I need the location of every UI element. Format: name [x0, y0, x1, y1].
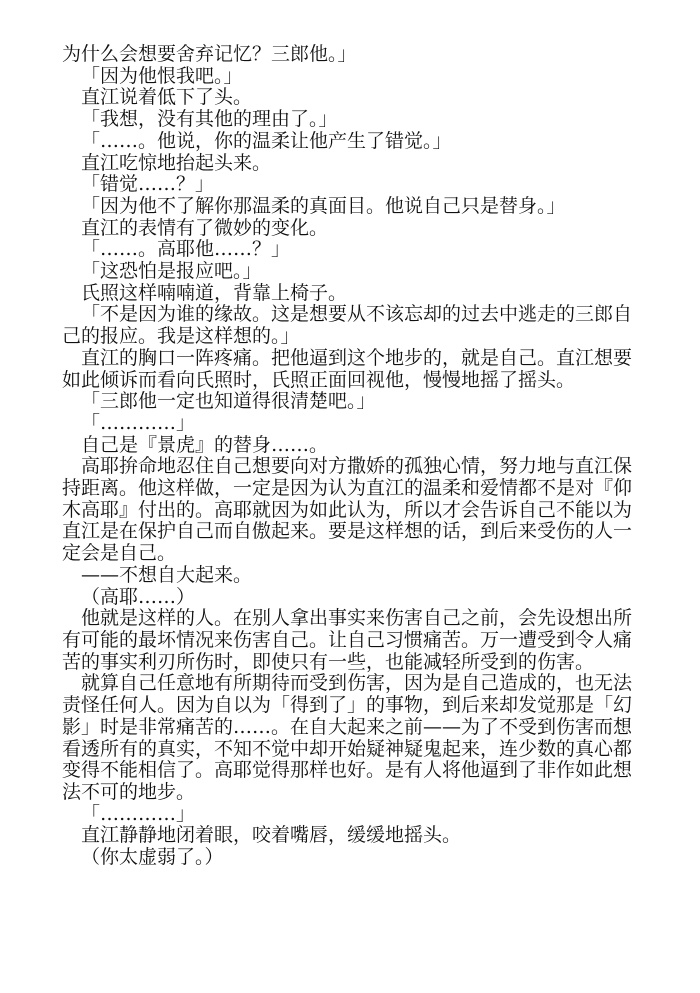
dialogue-line: 「因为他不了解你那温柔的真面目。他说自己只是替身。」: [81, 194, 566, 217]
narration-paragraph: 就算自己任意地有所期待而受到伤害，因为是自己造成的，也无法责怪任何人。因为自以为「得到了」的事物，到后来却发觉那是「幻影」时是非常痛苦的……。在自大起来之前——为了不受到伤害而想看透所有的真实，不知不觉中却开始疑神疑鬼起来，连少数的真心都变得不能相信了。高耶觉得那样也好。是有人将他逼到了非作如此想法不可的地步。: [62, 672, 633, 803]
inner-thought-line: （你太虚弱了。）: [81, 846, 224, 869]
dialogue-line: 「…………」: [81, 411, 196, 434]
inner-thought-line: ——不想自大起来。: [81, 563, 253, 586]
dialogue-line: 「因为他恨我吧。」: [81, 64, 243, 87]
narration-paragraph: 直江静静地闭着眼，咬着嘴唇，缓缓地摇头。: [81, 824, 462, 847]
narration-paragraph: 高耶拚命地忍住自己想要向对方撒娇的孤独心情，努力地与直江保持距离。他这样做，一定是因为认为直江的温柔和爱情都不是对『仰木高耶』付出的。高耶就因为如此认为，所以才会告诉自己不能以为直江是在保护自己而自傲起来。要是这样想的话，到后来受伤的人一定会是自己。: [62, 455, 633, 565]
dialogue-line: 「不是因为谁的缘故。这是想要从不该忘却的过去中逃走的三郎自己的报应。我是这样想的。」: [62, 303, 633, 348]
dialogue-line: 「三郎他一定也知道得很清楚吧。」: [81, 390, 376, 413]
document-page: [62, 44, 642, 869]
paragraph-continuation: 为什么会想要舍弃记忆？三郎他。」: [62, 43, 357, 65]
dialogue-line: 「……。他说，你的温柔让他产生了错觉。」: [81, 129, 452, 152]
narration-paragraph: 他就是这样的人。在别人拿出事实来伤害自己之前，会先设想出所有可能的最坏情况来伤害自己。让自己习惯痛苦。万一遭受到令人痛苦的事实利刃所伤时，即使只有一些，也能减轻所受到的伤害。: [62, 607, 633, 673]
narration-paragraph: 直江说着低下了头。: [81, 86, 253, 109]
narration-paragraph: 直江的表情有了微妙的变化。: [81, 216, 329, 239]
dialogue-line: 「我想，没有其他的理由了。」: [81, 108, 338, 131]
narration-paragraph: 直江的胸口一阵疼痛。把他逼到这个地步的，就是自己。直江想要如此倾诉而看向氏照时，氏照正面回视他，慢慢地摇了摇头。: [62, 346, 633, 391]
inner-thought-line: （高耶……）: [81, 585, 196, 608]
dialogue-line: 「…………」: [81, 802, 196, 825]
dialogue-line: 「这恐怕是报应吧。」: [81, 260, 262, 283]
narration-paragraph: 氏照这样喃喃道，背靠上椅子。: [81, 281, 348, 304]
dialogue-line: 「错觉……？」: [81, 173, 215, 196]
dialogue-line: 「……。高耶他……？」: [81, 238, 291, 261]
narration-paragraph: 直江吃惊地抬起头来。: [81, 151, 272, 174]
narration-paragraph: 自己是『景虎』的替身……。: [81, 433, 329, 456]
